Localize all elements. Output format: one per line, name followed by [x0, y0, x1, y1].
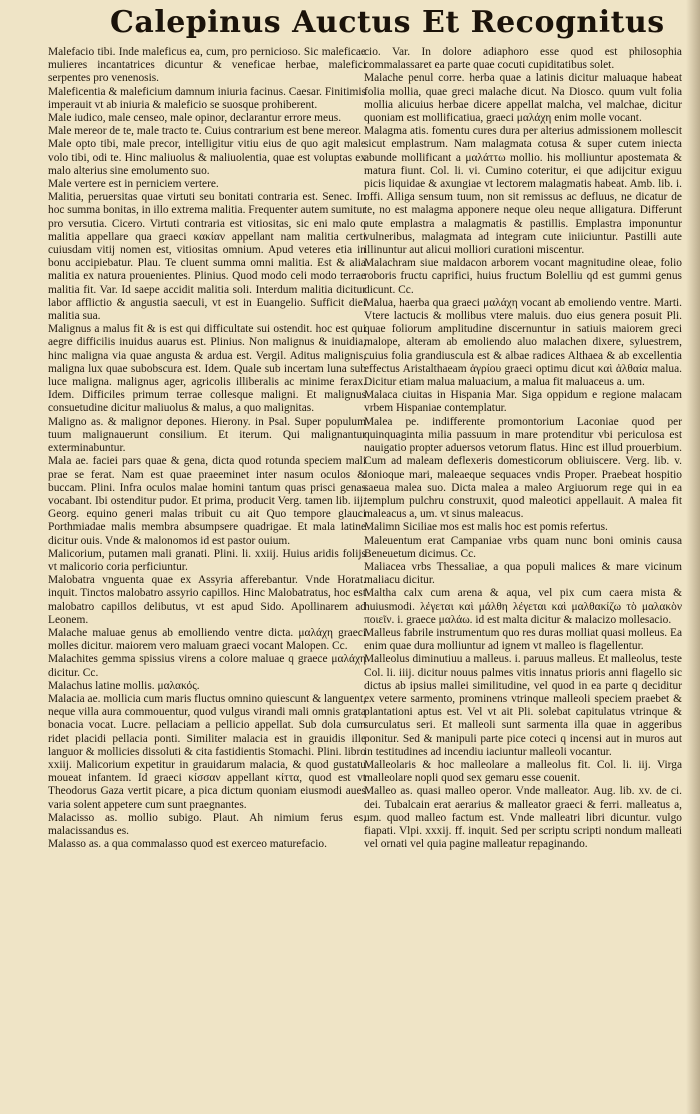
dictionary-entry: Malacisso as. mollio subigo. Plaut. Ah nimium ferus es, malacissandus es.	[48, 811, 366, 837]
dictionary-entry: Malleus fabrile instrumentum quo res duras molliat quasi molleus. Ea enim quae dura molliuntur ad ignem vt malleo is flagellentur.	[364, 626, 682, 653]
dictionary-entry: Male iudico, male censeo, male opinor, declarantur errore meus.	[48, 112, 342, 125]
running-head: Calepinus Auctus Et Recognitus	[110, 5, 665, 40]
dictionary-entry: Malacia ae. mollicia cum maris fluctus omnino quiescunt & languent, neque villa aura commouentur, quod vulgus virandi mali omnis grata bonacia vocat. Lucre. pellaciam a pellicio appellat. Sub dola cum ridet placidi pellacia ponti. Similiter malacia est in grauidis ille languor & mollicies dissoluti & cita fastidientis Stomachi. Plini. libro xxiij. Malicorium expetitur in grauidarum malacia, & quod gustatu moueat infantem. Id graeci κίσσαν appellant κίττα, quod est vt Theodorus Gaza vertit picare, a pica dictum quoniam eiusmodi aues varia solent appetere cum sunt praegnantes.	[48, 692, 366, 811]
dictionary-entry: Malache maluae genus ab emolliendo ventre dicta. μαλάχη graeci molles dicitur. maiorem vero maluam graeci vocant Malopen. Cc.	[48, 626, 366, 653]
dictionary-entry: Maligno as. & malignor depones. Hierony. in Psal. Super populum tuum malignauerunt consilium. Et iterum. Qui malignantur exterminabuntur.	[48, 415, 366, 455]
dictionary-entry: Malleo as. quasi malleo operor. Vnde malleator. Aug. lib. xv. de ci. dei. Tubalcain erat aerarius & malleator graeci & ferri. malleatus a, um. quod malleo factum est. Vnde malleatri libri dicuntur. vulgo fiapati. Vlpi. xxxij. ff. inquit. Sed per scriptu scripti nondum malleati vel ornati vel quia pagine malleatur repaginando.	[364, 785, 682, 851]
dictionary-entry: Malicorium, putamen mali granati. Plini. li. xxiij. Huius aridis folijs vt malicorio coria perficiuntur.	[48, 547, 366, 573]
dictionary-entry: Maleficentia & maleficium damnum iniuria facinus. Caesar. Finitimis imperauit vt ab iniuria & maleficio se suosque prohiberent.	[48, 85, 366, 111]
dictionary-entry: Malaca ciuitas in Hispania Mar. Siga oppidum e regione malacam vrbem Hispaniae contemplatur.	[364, 389, 682, 415]
dictionary-entry: Malignus a malus fit & is est qui difficultate sui ostendit. hoc est qui aegre difficilis inuidus auarus est. Plinius. Non malignus & inuidia, hinc maligna via quae angusta & ardua est. Vergil. Aditus malignis, maligna lux quae subobscura est. Idem. Quale sub incertam luna sub luce maligna. malignus ager, agricolis illiberalis ac minime ferax. Idem. Difficiles primum terrae collesque maligni. Et malignus consuetudine dicitur maliuolus & malus, a quo malignitas.	[48, 323, 366, 415]
dictionary-entry: Malachus latine mollis. μαλακός.	[48, 679, 200, 692]
dictionary-entry: Malleolaris & hoc malleolare a malleolus fit. Col. li. iij. Virga malleolare nopli quod sex gemaru esse couenit.	[364, 758, 682, 785]
dictionary-entry: Male opto tibi, male precor, intelligitur vitiu eius de quo agit male volo tibi, odi te. Hinc maliuolus & maliuolentia, quae est voluptas ex malo alterius sine emolumento suo.	[48, 138, 366, 177]
page-edge-shadow	[686, 0, 700, 1114]
dictionary-entry: Malleolus diminutiuu a malleus. i. paruus malleus. Et malleolus, teste Col. li. iiij. dicitur nouus palmes vitis innatus prioris anni flagello sic dictus ab ipsius mallei similitudine, vel quod in ea parte q deciditur ex vetere sarmento, prominens vtrinque malleoli speciem praebet & plantationi aptus est. Vel vt ait Pli. solebat capitulatus vtrinque & surculatus seri. Et malleoli sunt sarmenta illa quae in aggeribus ponitur. Sed & manipuli parte pice coteci q incensi aut in muros aut in testitudines ad incendiu iaciuntur malleoli vocantur.	[364, 653, 682, 758]
dictionary-entry: Malimn Siciliae mos est malis hoc est pomis refertus.	[364, 521, 608, 534]
dictionary-entry: Mala ae. faciei pars quae & gena, dicta quod rotunda speciem mali prae se ferat. Nam est quae praeeminet inter nasum oculos & buccam. Plini. Infra oculos malae homini tantum quas prisci genas vocabant. Ibi ostenditur pudor. Et prima, producit Verg. tamen lib. iij. Georg. equino generi malas tribuit cu ait Quo tempore glauci Porthmiadae malis membra absumpsere quadrigae. Et mala latine dicitur ouis. Vnde & malonomos id est pastor ouium.	[48, 455, 366, 547]
dictionary-entry: Male mereor de te, male tracto te. Cuius contrarium est bene mereor.	[48, 125, 362, 138]
dictionary-entry: cio. Var. In dolore adiaphoro esse quod est philosophia commalassaret ea parte quae cocuti cupiditatibus solet.	[364, 46, 682, 72]
dictionary-entry: Maliacea vrbs Thessaliae, a qua populi malices & mare vicinum maliacu dicitur.	[364, 560, 682, 587]
dictionary-entry: Maleuentum erat Campaniae vrbs quam nunc boni ominis causa Beneuetum dicimus. Cc.	[364, 534, 682, 560]
right-column	[364, 46, 682, 1086]
dictionary-entry: Malobatra vnguenta quae ex Assyria afferebantur. Vnde Horat. inquit. Tinctos malobatro assyrio capillos. Hinc Malobatratus, hoc est malobatro capillos delibutus, vt est apud Sido. Apollinarem ad Leonem.	[48, 574, 366, 626]
dictionary-entry: Malasso as. a qua commalasso quod est exerceo maturefacio.	[48, 838, 327, 851]
dictionary-entry: Maltha calx cum arena & aqua, vel pix cum caera mista & huiusmodi. λέγεται καὶ μάλθη λέγεται καὶ μαλθακίζω τὸ μαλακὸν ποιεῖν. i. graece μαλάω. id est malta dicitur & malacizo mollesacio.	[364, 587, 682, 626]
dictionary-entry: Male vertere est in perniciem vertere.	[48, 178, 219, 191]
dictionary-entry: Malagma atis. fomentu cures dura per alterius admissionem mollescit sicut emplastrum. Nam malagmata cotusa & super cutem iniecta abunde mollificant a μαλάττω mollio. his molliuntur apostemata & matura fiunt. Col. li. vi. Cumino coteritur, ei que adijcitur exiguu picis liquidae & axungiae vt lectorem malagmatis habeat. Amb. lib. i. offi. Alliga sensum tuum, non sit remissus ac defluus, ne dicatur de te, no est malagma apponere neque oleu neque alligatura. Differunt aute emplastra a malagmatis & pastillis. Emplastra imponuntur vulneribus, malagmata ad integram cute iniiciuntur. Pastilli aute illinuntur aut alicui molliori curationi miscentur.	[364, 125, 682, 257]
dictionary-entry: Malea pe. indifferente promontorium Laconiae quod per quinquaginta milia passuum in mare protenditur vbi periculosa est nauigatio propter aduersos vetorum flatus. Hinc est illud prouerbium. Cum ad maleam deflexeris domesticorum obliuiscere. Verg. lib. v. Ionioque mari, maleaeque sequaces vndis Proper. Praebeat hospitio saeua malea suo. Dicta malea a maleo Argiuorum rege qui in ea templum pulchru construxit, quod maleotici appellauit. A malea fit maleacus a, um. vt sinus maleacus.	[364, 415, 682, 521]
dictionary-entry: Malua, haerba qua graeci μαλάχη vocant ab emoliendo ventre. Marti. Vtere lactucis & mollibus vtere maluis. duo eius genera posuit Pli. quae foliorum amplitudine discernuntur in satiuis maiorem greci malope, alteram ab emoliendo aluo malachen dixere, syluestrem, cuius folia grandiuscula est & albae radices Althaea & ab excellentia effectus Aristalthaeam ἀγρίου graeci optimu dicut καὶ ἀλθαία malua. Dicitur etiam malua maluacium, a malua fit maluaceus a. um.	[364, 296, 682, 389]
dictionary-entry: Malitia, peruersitas quae virtuti seu bonitati contraria est. Senec. In hoc summa bonitas, in illo extrema malitia. Frequenter autem sumitur pro versutia. Cicero. Virtuti contraria est vitiositas, sic eni malo q malitia appellare qua graeci κακίαν appellant nam malitia certi cuiusdam vitij nomen est, vitiositas omnium. Apud veteres etia in bonu accipiebatur. Plau. Te cluent summa omni malitia. Est & alia malitia ex natura prouenientes. Plinius. Quod modo celi modo terrae malitia fit. Var. Id saepe accidit malitia soli. Interdum malitia dicitur labor afflictio & angustia saeculi, vt est in Euangelio. Sufficit diei malitia sua.	[48, 191, 366, 323]
dictionary-entry: Malefacio tibi. Inde maleficus ea, cum, pro pernicioso. Sic maleficae mulieres incantatrices dicuntur & veneficae herbae, malefici serpentes pro venenosis.	[48, 46, 366, 85]
dictionary-entry: Malache penul corre. herba quae a latinis dicitur maluaque habeat folia mollia, quae greci malache dicut. Na Diosco. quum vult folia mollia alicuius herbae dicere appellat malcha, vel malchae, dicitur quoniam est mollificatiua, graeci μαλάχη enim molle vocant.	[364, 72, 682, 125]
left-column	[48, 46, 366, 1086]
dictionary-entry: Malachites gemma spissius virens a colore maluae q graece μαλάχη dicitur. Cc.	[48, 653, 366, 679]
dictionary-entry: Malachram siue maldacon arborem vocant magnitudine oleae, folio roboris fructu caprifici, huius fructum Bolelliu qd est gummi genus dicunt. Cc.	[364, 257, 682, 296]
